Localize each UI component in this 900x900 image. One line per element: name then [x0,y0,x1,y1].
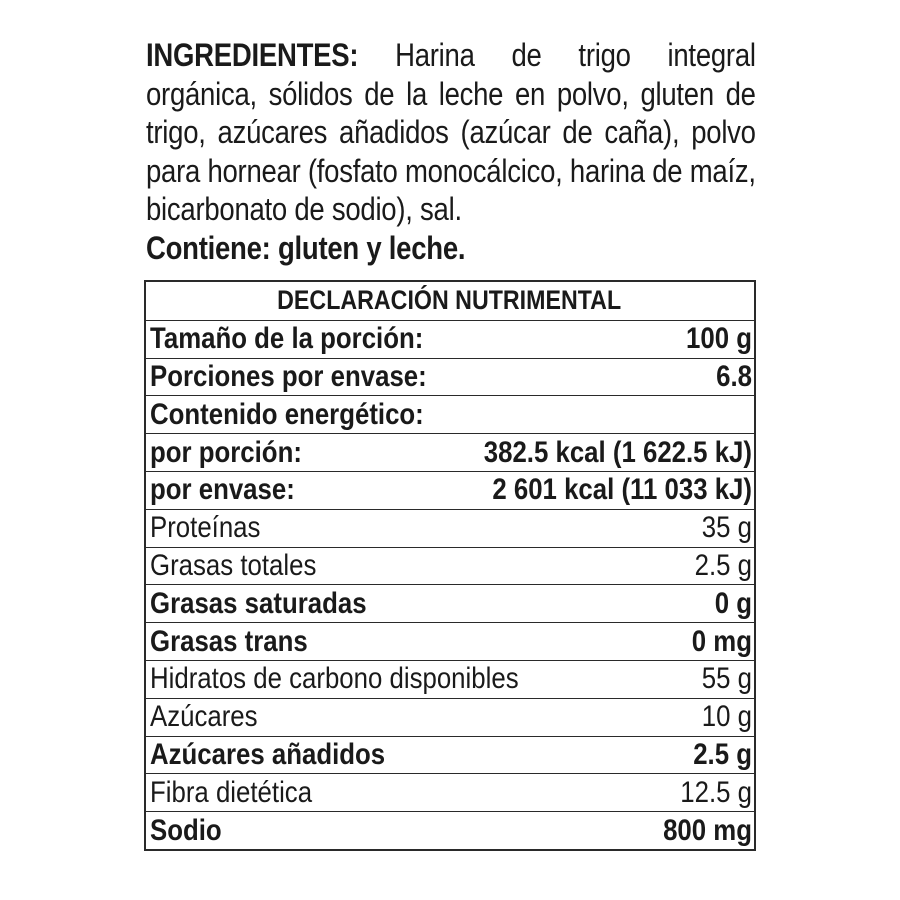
nutrition-rows [146,320,754,849]
nutrient-name: Grasas trans [150,624,308,658]
nutrition-row [146,773,754,811]
nutrition-row [146,433,754,471]
nutrient-value: 55 g [701,662,752,696]
nutrient-value: 800 mg [663,813,752,847]
nutrition-row [146,547,754,585]
nutrient-name: Grasas saturadas [150,586,367,620]
nutrient-name: Porciones por envase: [150,359,427,393]
nutrient-value: 2.5 g [694,548,752,582]
nutrient-name: Sodio [150,813,222,847]
nutrient-name: Fibra dietética [150,775,313,809]
nutrient-name: Grasas totales [150,548,317,582]
nutrition-row [146,320,754,358]
nutrient-value: 12.5 g [680,775,752,809]
nutrient-name: Tamaño de la porción: [150,322,424,356]
ingredients-text: Harina de trigo integral orgánica, sólidos de la leche en polvo, gluten de trigo, azúcares añadidos (azúcar de caña), polvo para hornear (fosfato monocálcico, harina de maíz, bicarbonato de sodio), sal. [146,37,756,227]
nutrient-name: Proteínas [150,511,261,545]
nutrient-value: 2 601 kcal (11 033 kJ) [492,473,752,507]
nutrient-name: Contenido energético: [150,397,424,431]
nutrition-row [146,471,754,509]
nutrient-value: 0 g [714,586,752,620]
nutrition-table-title: DECLARACIÓN NUTRIMENTAL [277,285,622,316]
nutrition-row [146,736,754,774]
nutrition-row [146,395,754,433]
nutrition-row [146,811,754,849]
nutrient-value: 2.5 g [693,737,752,771]
nutrition-row [146,509,754,547]
nutrient-value: 6.8 [716,359,752,393]
ingredients-label: INGREDIENTES: [146,37,359,73]
nutrition-row [146,660,754,698]
allergen-statement: Contiene: gluten y leche. [146,229,466,266]
ingredients-block [146,36,756,267]
nutrient-name: por porción: [150,435,302,469]
nutrient-name: Azúcares añadidos [150,737,386,771]
nutrition-row [146,584,754,622]
nutrient-value: 0 mg [691,624,752,658]
nutrient-name: Hidratos de carbono disponibles [150,662,519,696]
nutrition-row [146,358,754,396]
nutrition-row [146,622,754,660]
nutrient-value: 100 g [686,322,752,356]
nutrition-table [144,280,756,851]
nutrient-value: 35 g [701,511,752,545]
nutrition-table-title-row [146,282,754,320]
nutrition-row [146,698,754,736]
nutrient-value: 10 g [701,700,752,734]
nutrient-value: 382.5 kcal (1 622.5 kJ) [483,435,752,469]
nutrient-name: por envase: [150,473,295,507]
nutrient-name: Azúcares [150,700,258,734]
